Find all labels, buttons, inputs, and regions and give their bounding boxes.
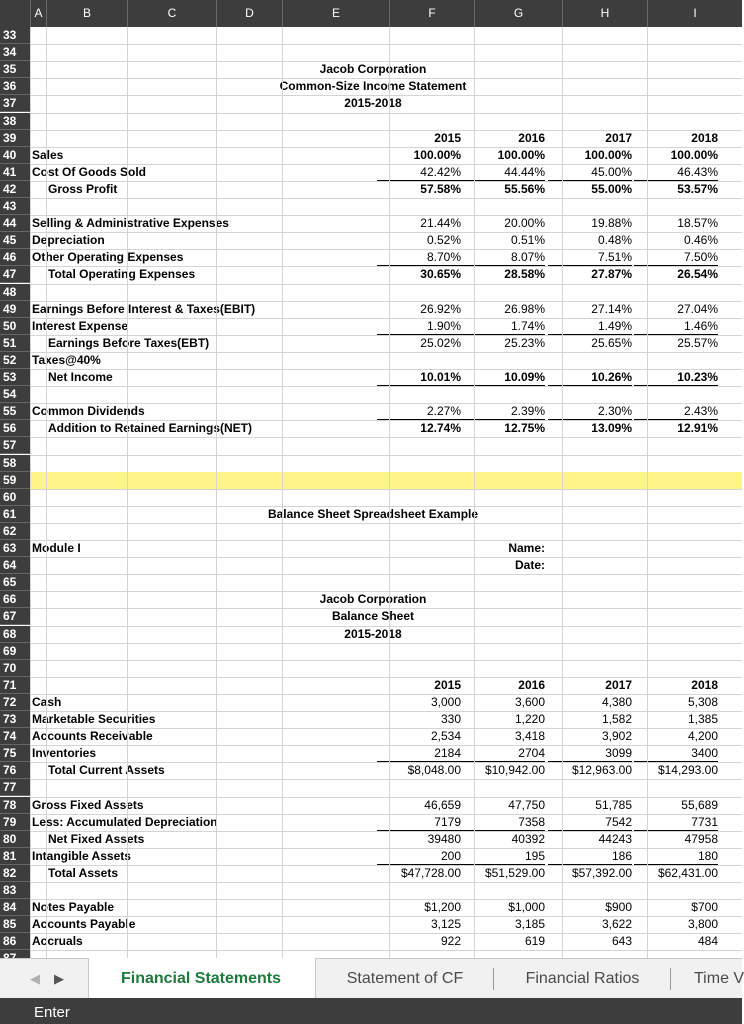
- tab-statement-of-cf[interactable]: Statement of CF: [346, 970, 464, 987]
- column-header-a[interactable]: A: [30, 0, 46, 27]
- value-cell[interactable]: 2.27%: [377, 404, 461, 420]
- value-cell[interactable]: 195: [461, 849, 545, 865]
- gridline: [30, 574, 742, 575]
- row-header[interactable]: 45: [0, 232, 30, 249]
- gridline: [30, 523, 742, 524]
- value-cell[interactable]: 25.23%: [504, 335, 545, 350]
- title-cell: 2015-2018: [344, 626, 402, 641]
- row-header[interactable]: 36: [0, 78, 30, 95]
- value-cell[interactable]: 1,582: [601, 712, 632, 726]
- gridline: [30, 489, 742, 490]
- label-cell: Cost Of Goods Sold: [32, 164, 146, 179]
- row-header[interactable]: 76: [0, 762, 30, 779]
- value-cell[interactable]: 27.87%: [591, 267, 632, 282]
- value-cell[interactable]: 100.00%: [584, 147, 632, 162]
- label-cell: Module I: [32, 541, 81, 555]
- value-cell[interactable]: 26.92%: [420, 301, 461, 316]
- row-header[interactable]: 78: [0, 797, 30, 814]
- label-cell: Other Operating Expenses: [32, 250, 184, 265]
- value-cell[interactable]: 7.51%: [548, 250, 632, 266]
- value-cell[interactable]: 3,600: [514, 694, 545, 709]
- row-header[interactable]: 77: [0, 779, 30, 796]
- value-cell[interactable]: 26.54%: [677, 267, 718, 282]
- row-header[interactable]: 70: [0, 660, 30, 677]
- value-cell[interactable]: Date:: [514, 558, 545, 573]
- gridline: [562, 27, 563, 958]
- value-cell[interactable]: 180: [634, 849, 718, 865]
- gridline: [30, 643, 742, 644]
- value-cell[interactable]: 21.44%: [420, 216, 461, 231]
- value-cell[interactable]: 10.23%: [634, 370, 718, 386]
- value-cell[interactable]: 0.46%: [683, 233, 718, 248]
- column-header-i[interactable]: I: [647, 0, 742, 27]
- value-cell[interactable]: 3,902: [601, 729, 632, 744]
- value-cell[interactable]: $47,728.00: [400, 865, 461, 880]
- row-header[interactable]: 33: [0, 27, 30, 44]
- label-cell: Sales: [32, 147, 64, 162]
- value-cell[interactable]: $14,293.00: [657, 763, 718, 778]
- gridline: [216, 27, 217, 958]
- row-header[interactable]: 34: [0, 44, 30, 61]
- row-header[interactable]: 59: [0, 472, 30, 489]
- value-cell[interactable]: 12.75%: [504, 421, 545, 436]
- row-header[interactable]: 49: [0, 301, 30, 318]
- row-header[interactable]: 73: [0, 711, 30, 728]
- value-cell[interactable]: 2704: [461, 746, 545, 762]
- value-cell[interactable]: 3099: [548, 746, 632, 762]
- value-cell[interactable]: 7.50%: [634, 250, 718, 266]
- value-cell[interactable]: 2.43%: [634, 404, 718, 420]
- value-cell[interactable]: 2017: [605, 130, 632, 145]
- title-cell: Balance Sheet: [331, 609, 415, 624]
- row-header[interactable]: 56: [0, 420, 30, 437]
- tab-financial-ratios[interactable]: Financial Ratios: [525, 970, 640, 987]
- row-header[interactable]: 71: [0, 677, 30, 694]
- gridline: [30, 950, 742, 951]
- row-header[interactable]: 55: [0, 403, 30, 420]
- value-cell[interactable]: 10.26%: [548, 370, 632, 386]
- value-cell[interactable]: 3400: [634, 746, 718, 762]
- value-cell[interactable]: 643: [611, 934, 632, 949]
- gridline: [474, 27, 475, 958]
- gridline: [30, 198, 742, 199]
- label-cell: Addition to Retained Earnings(NET): [48, 421, 252, 436]
- value-cell[interactable]: $900: [605, 900, 632, 915]
- value-cell[interactable]: 45.00%: [548, 165, 632, 181]
- value-cell[interactable]: 46,659: [424, 797, 461, 812]
- row-header[interactable]: 62: [0, 523, 30, 540]
- value-cell[interactable]: 57.58%: [420, 181, 461, 196]
- value-cell[interactable]: 2015: [434, 130, 461, 145]
- row-header[interactable]: 85: [0, 916, 30, 933]
- title-cell: Jacob Corporation: [319, 592, 427, 607]
- row-header[interactable]: 39: [0, 130, 30, 147]
- value-cell[interactable]: 25.02%: [420, 335, 461, 350]
- title-cell: 2015-2018: [344, 96, 402, 111]
- row-header[interactable]: 65: [0, 574, 30, 591]
- column-header-h[interactable]: H: [562, 0, 647, 27]
- select-all-corner[interactable]: [0, 0, 30, 27]
- row-header[interactable]: 42: [0, 181, 30, 198]
- label-cell: Selling & Administrative Expenses: [32, 216, 229, 231]
- column-header-b[interactable]: B: [46, 0, 127, 27]
- value-cell[interactable]: 40392: [511, 831, 545, 846]
- label-cell: Gross Profit: [48, 181, 118, 196]
- value-cell[interactable]: 47,750: [508, 797, 545, 812]
- value-cell[interactable]: 46.43%: [634, 165, 718, 181]
- value-cell[interactable]: $700: [691, 900, 718, 915]
- value-cell[interactable]: 10.01%: [377, 370, 461, 386]
- value-cell[interactable]: 186: [548, 849, 632, 865]
- value-cell[interactable]: 330: [440, 712, 461, 726]
- status-mode: Enter: [34, 1004, 70, 1021]
- row-header[interactable]: 80: [0, 831, 30, 848]
- value-cell[interactable]: 200: [377, 849, 461, 865]
- value-cell[interactable]: 2016: [518, 130, 545, 145]
- gridline: [30, 284, 742, 285]
- gridline: [30, 660, 742, 661]
- gridline: [30, 557, 742, 558]
- value-cell[interactable]: 55,689: [681, 797, 718, 812]
- row-header[interactable]: 47: [0, 266, 30, 283]
- row-header[interactable]: 82: [0, 865, 30, 882]
- value-cell[interactable]: $10,942.00: [484, 763, 545, 778]
- value-cell[interactable]: 7542: [548, 815, 632, 831]
- value-cell[interactable]: $57,392.00: [571, 865, 632, 880]
- value-cell[interactable]: 619: [524, 934, 545, 949]
- row-header[interactable]: 75: [0, 745, 30, 762]
- value-cell[interactable]: 13.09%: [591, 421, 632, 436]
- row-header[interactable]: 46: [0, 249, 30, 266]
- value-cell[interactable]: 53.57%: [677, 181, 718, 196]
- value-cell[interactable]: 26.98%: [504, 301, 545, 316]
- value-cell[interactable]: 1.49%: [548, 319, 632, 335]
- value-cell[interactable]: 5,308: [687, 694, 718, 709]
- value-cell[interactable]: 25.57%: [677, 335, 718, 350]
- value-cell[interactable]: 1.74%: [461, 319, 545, 335]
- highlight-row: [30, 472, 742, 489]
- row-header[interactable]: 51: [0, 335, 30, 352]
- label-cell: Net Income: [48, 370, 113, 384]
- title-cell: Jacob Corporation: [319, 62, 427, 77]
- tab-divider: [493, 968, 494, 990]
- label-cell: Marketable Securities: [32, 712, 156, 726]
- value-cell[interactable]: 2,534: [430, 729, 461, 744]
- gridline: [46, 27, 47, 958]
- gridline: [30, 455, 742, 456]
- row-header[interactable]: 43: [0, 198, 30, 215]
- value-cell[interactable]: 7179: [377, 815, 461, 831]
- value-cell[interactable]: 47958: [684, 831, 718, 846]
- label-cell: Less: Accumulated Depreciation: [32, 814, 218, 829]
- row-header[interactable]: 86: [0, 933, 30, 950]
- label-cell: Depreciation: [32, 233, 105, 248]
- value-cell[interactable]: $51,529.00: [484, 865, 545, 880]
- value-cell[interactable]: 3,125: [430, 917, 461, 932]
- value-cell[interactable]: 27.14%: [591, 301, 632, 316]
- column-header-e[interactable]: E: [282, 0, 389, 27]
- value-cell[interactable]: 1.90%: [377, 319, 461, 335]
- value-cell[interactable]: 44.44%: [461, 165, 545, 181]
- column-header-g[interactable]: G: [474, 0, 562, 27]
- value-cell[interactable]: 3,622: [601, 917, 632, 932]
- row-header[interactable]: 58: [0, 455, 30, 472]
- column-header-d[interactable]: D: [216, 0, 282, 27]
- row-header[interactable]: 53: [0, 369, 30, 386]
- value-cell[interactable]: $8,048.00: [407, 763, 461, 778]
- value-cell[interactable]: 55.56%: [504, 181, 545, 196]
- row-header[interactable]: 60: [0, 489, 30, 506]
- value-cell[interactable]: 3,800: [687, 917, 718, 932]
- row-header[interactable]: 52: [0, 352, 30, 369]
- value-cell[interactable]: 100.00%: [413, 147, 461, 162]
- value-cell[interactable]: 100.00%: [497, 147, 545, 162]
- value-cell[interactable]: 8.70%: [377, 250, 461, 266]
- row-header[interactable]: 40: [0, 147, 30, 164]
- value-cell[interactable]: 8.07%: [461, 250, 545, 266]
- row-header[interactable]: 54: [0, 386, 30, 403]
- value-cell[interactable]: 2015: [434, 677, 461, 692]
- label-cell: Taxes@40%: [32, 352, 101, 367]
- value-cell[interactable]: 25.65%: [591, 335, 632, 350]
- row-header[interactable]: 67: [0, 608, 30, 625]
- value-cell[interactable]: 100.00%: [670, 147, 718, 162]
- gridline: [30, 437, 742, 438]
- row-header[interactable]: 83: [0, 882, 30, 899]
- value-cell[interactable]: 7358: [461, 815, 545, 831]
- value-cell[interactable]: 1,220: [514, 712, 545, 726]
- label-cell: Cash: [32, 694, 62, 709]
- value-cell[interactable]: 2018: [691, 677, 718, 692]
- value-cell[interactable]: 12.74%: [420, 421, 461, 436]
- scroll-right-icon[interactable]: ▶: [54, 971, 64, 986]
- label-cell: Gross Fixed Assets: [32, 797, 144, 812]
- label-cell: Common Dividends: [32, 404, 145, 419]
- column-header-f[interactable]: F: [389, 0, 474, 27]
- row-header[interactable]: 35: [0, 61, 30, 78]
- label-cell: Notes Payable: [32, 900, 115, 915]
- tab-divider: [670, 968, 671, 990]
- gridline: [127, 27, 128, 958]
- value-cell[interactable]: 39480: [427, 831, 461, 846]
- row-header[interactable]: 57: [0, 437, 30, 454]
- row-header[interactable]: 63: [0, 540, 30, 557]
- row-header[interactable]: 64: [0, 557, 30, 574]
- scroll-left-icon[interactable]: ◀: [30, 971, 40, 986]
- value-cell[interactable]: 2184: [377, 746, 461, 762]
- value-cell[interactable]: $1,000: [508, 900, 545, 915]
- row-header[interactable]: 48: [0, 284, 30, 301]
- value-cell[interactable]: 55.00%: [591, 181, 632, 196]
- value-cell[interactable]: $62,431.00: [657, 865, 718, 880]
- value-cell[interactable]: 2017: [605, 677, 632, 692]
- label-cell: Accounts Payable: [32, 917, 136, 932]
- row-header[interactable]: 72: [0, 694, 30, 711]
- label-cell: Total Current Assets: [48, 763, 165, 778]
- gridline: [30, 386, 742, 387]
- value-cell[interactable]: 0.48%: [597, 233, 632, 248]
- value-cell[interactable]: 2.39%: [461, 404, 545, 420]
- value-cell[interactable]: 18.57%: [677, 216, 718, 231]
- row-header[interactable]: 81: [0, 848, 30, 865]
- value-cell[interactable]: 2016: [518, 677, 545, 692]
- row-header[interactable]: 79: [0, 814, 30, 831]
- row-header[interactable]: 61: [0, 506, 30, 523]
- value-cell[interactable]: 3,418: [514, 729, 545, 744]
- label-cell: Accounts Receivable: [32, 729, 153, 744]
- value-cell[interactable]: 4,380: [601, 694, 632, 709]
- value-cell[interactable]: 0.51%: [510, 233, 545, 248]
- value-cell[interactable]: 484: [697, 934, 718, 949]
- label-cell: Earnings Before Interest & Taxes(EBIT): [32, 301, 256, 316]
- column-header-bar: [0, 0, 742, 27]
- row-header[interactable]: 44: [0, 215, 30, 232]
- gridline: [30, 113, 742, 114]
- label-cell: Total Assets: [48, 865, 119, 880]
- value-cell[interactable]: 922: [440, 934, 461, 949]
- gridline: [389, 27, 390, 958]
- value-cell[interactable]: 2.30%: [548, 404, 632, 420]
- label-cell: Intangible Assets: [32, 848, 131, 863]
- row-header[interactable]: 37: [0, 95, 30, 112]
- value-cell[interactable]: 1,385: [687, 712, 718, 726]
- row-header[interactable]: 38: [0, 113, 30, 130]
- value-cell[interactable]: 3,000: [430, 694, 461, 709]
- gridline: [647, 27, 648, 958]
- value-cell[interactable]: 27.04%: [677, 301, 718, 316]
- row-header[interactable]: 41: [0, 164, 30, 181]
- tab-financial-statements[interactable]: Financial Statements: [120, 970, 282, 987]
- label-cell: Accruals: [32, 934, 83, 949]
- row-header[interactable]: 69: [0, 643, 30, 660]
- value-cell[interactable]: 2018: [691, 130, 718, 145]
- label-cell: Earnings Before Taxes(EBT): [48, 335, 210, 350]
- sheet-tab-bar: [0, 958, 742, 999]
- row-header[interactable]: 50: [0, 318, 30, 335]
- gridline: [30, 882, 742, 883]
- gridline: [282, 27, 283, 958]
- gridline: [30, 779, 742, 780]
- value-cell[interactable]: 7731: [634, 815, 718, 831]
- value-cell[interactable]: 19.88%: [591, 216, 632, 231]
- tab-time[interactable]: Time V: [694, 970, 744, 987]
- value-cell[interactable]: 0.52%: [426, 233, 461, 248]
- title-cell: Balance Sheet Spreadsheet Example: [267, 506, 479, 521]
- value-cell[interactable]: 1.46%: [634, 319, 718, 335]
- value-cell[interactable]: $1,200: [424, 900, 461, 915]
- label-cell: Net Fixed Assets: [48, 831, 145, 846]
- title-cell: Common-Size Income Statement: [279, 79, 467, 94]
- value-cell[interactable]: 42.42%: [377, 165, 461, 181]
- value-cell[interactable]: 3,185: [514, 917, 545, 932]
- value-cell[interactable]: 12.91%: [677, 421, 718, 436]
- value-cell[interactable]: Name:: [508, 541, 545, 555]
- value-cell[interactable]: 30.65%: [420, 267, 461, 282]
- label-cell: Interest Expense: [32, 318, 129, 333]
- gridline: [30, 27, 31, 958]
- value-cell[interactable]: 51,785: [595, 797, 632, 812]
- label-cell: Inventories: [32, 746, 97, 761]
- label-cell: Total Operating Expenses: [48, 267, 196, 282]
- row-header[interactable]: 68: [0, 626, 30, 643]
- value-cell[interactable]: 44243: [598, 831, 632, 846]
- column-header-c[interactable]: C: [127, 0, 216, 27]
- row-header[interactable]: 74: [0, 728, 30, 745]
- row-header[interactable]: 84: [0, 899, 30, 916]
- status-bar: [0, 998, 742, 1024]
- value-cell[interactable]: 28.58%: [504, 267, 545, 282]
- value-cell[interactable]: 20.00%: [504, 216, 545, 231]
- row-header[interactable]: 66: [0, 591, 30, 608]
- value-cell[interactable]: 4,200: [687, 729, 718, 744]
- value-cell[interactable]: 10.09%: [461, 370, 545, 386]
- value-cell[interactable]: $12,963.00: [571, 763, 632, 778]
- gridline: [30, 44, 742, 45]
